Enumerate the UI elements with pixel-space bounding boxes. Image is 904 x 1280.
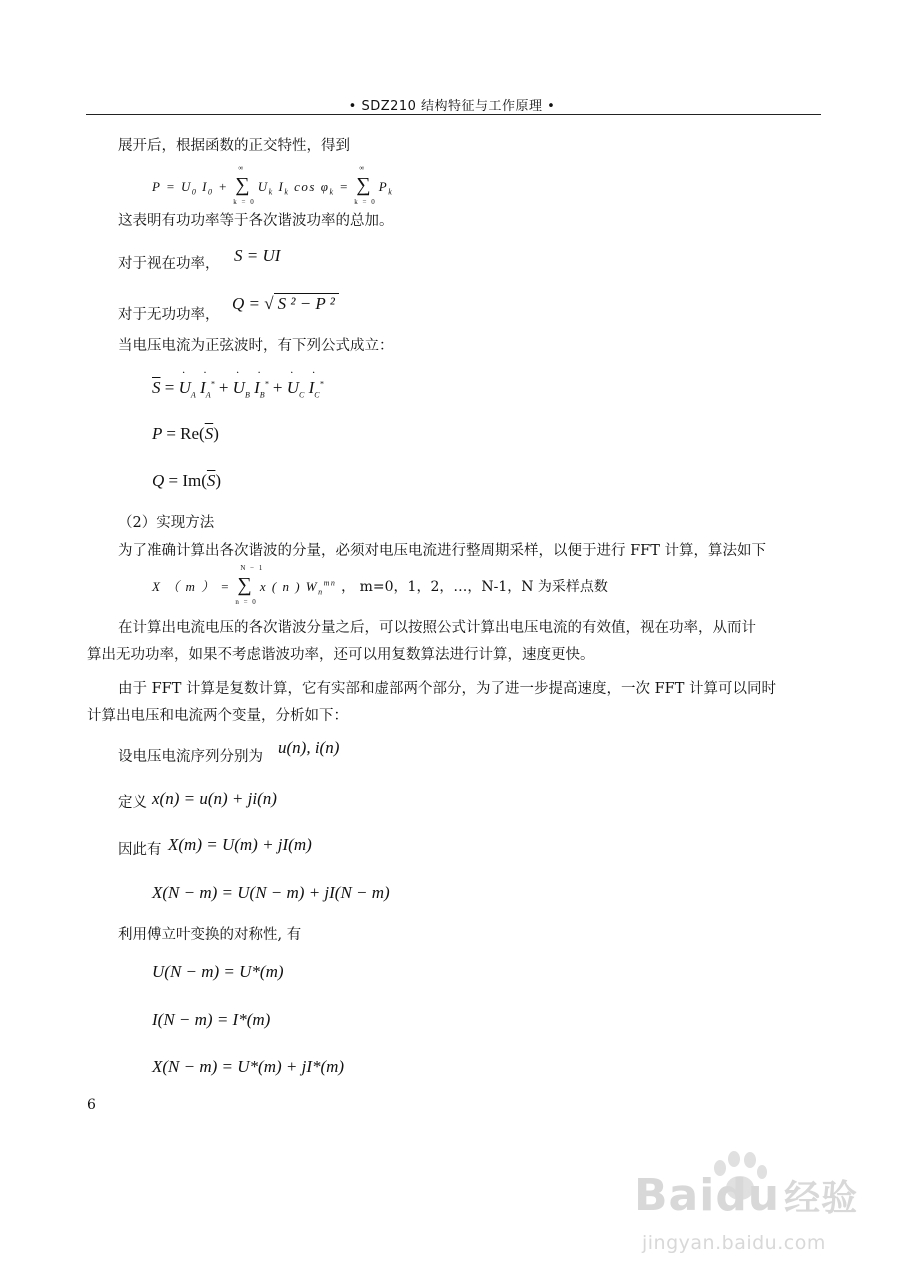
eq-sbar-star-b: * [264,379,269,389]
eq-p-uk: U [257,179,269,194]
eq-p-uk-sub: k [268,187,274,197]
sum-symbol-fft: ∑ N − 1 n = 0 [235,564,264,606]
eq-p-u0: U [181,179,192,194]
eq-p-phi: φ [320,179,330,194]
eq-x-w-sup: mn [323,578,337,588]
eq-p-i0: I [202,179,208,194]
watermark-brand: Bai [634,1170,716,1221]
equation-reactive-power [232,293,339,314]
eq-p-equals: = [165,179,177,194]
eq-sbar-ua: · U [179,378,191,397]
eq-p-i0-sub: 0 [207,187,214,197]
eq-p-ik: I [278,179,285,194]
eq-sbar-ia-sub: A [205,390,211,400]
paragraph-symmetry: 利用傅立叶变换的对称性, 有 [118,927,302,943]
eq-p-cos: cos [294,179,316,194]
equation-imag-part [152,471,221,491]
eq-pre-rhs: = Re( [166,424,205,443]
eq-sbar-plus-2: + [272,378,283,397]
eq-sbar-star-a: * [210,379,215,389]
label-reactive-power: 对于无功功率， [118,307,220,323]
eq-sbar-ub: · U [233,378,245,397]
eq-x-w-sub: n [318,587,324,597]
sum2-top-limit: ∞ [359,164,366,172]
eq-qim-rhs: = Im( [168,471,207,490]
paragraph-fft-1: 由于 FFT 计算是复数计算，它有实部和虚部两个部分，为了进一步提高速度，一次 FFT 计算可以同时 [118,681,777,697]
page-header: • SDZ210 结构特征与工作原理 • [348,99,556,114]
math-sequences: u(n), i(n) [278,738,340,757]
eq-q-radicand: S ² − P ² [274,293,339,314]
eq-p-equals-2: = [339,179,350,194]
eq-p-lhs: P [152,179,162,194]
eq-sbar-ia: · I [200,378,206,397]
page-number: 6 [87,1097,96,1113]
paragraph-sum-note: 这表明有功功率等于各次谐波功率的总加。 [118,213,394,229]
eq-sbar-ib-sub: B [259,390,265,400]
eq-qim-s: $\overline{S}$ [206,471,216,490]
equation-apparent-power: S = UI [234,246,281,265]
fft-sum-bottom: n = 0 [235,598,258,606]
eq-pre-s: $\overline{S}$ [204,424,214,443]
eq-sbar-ua-sub: A [190,390,196,400]
eq-p-pk: P [378,179,389,194]
math-therefore: X(m) = U(m) + jI(m) [168,835,312,854]
eq-sbar-uc-sub: C [299,390,305,400]
eq-p-ik-sub: k [284,187,290,197]
eq-pre-lhs: P [152,424,163,443]
label-therefore: 因此有 [118,842,162,858]
equation-x-conj: X(N − m) = U*(m) + jI*(m) [152,1057,345,1076]
eq-sbar-uc: · U [287,378,299,397]
equation-i-conj: I(N − m) = I*(m) [152,1010,271,1029]
math-define: x(n) = u(n) + ji(n) [152,789,277,808]
eq-sbar-ic: · I [309,378,315,397]
eq-p-u0-sub: 0 [191,187,198,197]
eq-x-rhs: x ( n ) W [259,579,319,594]
sqrt-sign: √ [264,294,274,313]
watermark-url: jingyan.baidu.com [642,1232,826,1254]
paragraph-sinusoidal: 当电压电流为正弦波时，有下列公式成立： [118,338,394,354]
paragraph-intro: 展开后，根据函数的正交特性，得到 [118,138,350,154]
paragraph-sampling: 为了准确计算出各次谐波的分量，必须对电压电流进行整周期采样，以便于进行 FFT 计算，算法如下 [118,543,767,559]
label-define: 定义 [118,795,147,811]
equation-x-n-minus-m: X(N − m) = U(N − m) + jI(N − m) [152,883,390,902]
watermark-cn: 经验 [784,1178,859,1219]
eq-p-pk-sub: k [388,187,394,197]
eq-qim-lhs: Q [152,471,165,490]
eq-p-plus: + [218,179,229,194]
eq-sbar-star-c: * [319,379,324,389]
equation-real-part [152,424,219,444]
label-sequences: 设电压电流序列分别为 [118,749,263,765]
sum-symbol: ∑ ∞ k = 0 [233,164,256,206]
label-apparent-power: 对于视在功率， [118,256,220,272]
fft-sum-top: N − 1 [240,564,264,572]
header-rule [86,114,821,115]
eq-sbar-s: $\overline{S}$ [152,378,161,397]
eq-p-phi-sub: k [329,187,335,197]
section-heading: （2）实现方法 [118,515,215,531]
equation-fft [152,564,608,606]
equation-u-conj: U(N − m) = U*(m) [152,962,284,981]
eq-sbar-equals: = [164,378,175,397]
eq-sbar-plus-1: + [218,378,229,397]
eq-x-tail: ， m=0，1，2，…，N-1，N 为采样点数 [341,579,608,595]
eq-sbar-ib: · I [254,378,260,397]
sum-bottom-limit: k = 0 [233,198,256,206]
eq-q-lhs: Q = [232,294,260,313]
equation-active-power [152,164,394,206]
paragraph-harmonics-2: 算出无功功率，如果不考虑谐波功率，还可以用复数算法进行计算，速度更快。 [87,647,595,663]
eq-x-lhs: X （ m ） = [152,579,231,594]
eq-pre-close: ) [213,424,219,443]
eq-qim-close: ) [215,471,222,490]
watermark-brand-2: du [715,1170,781,1221]
eq-sbar-ic-sub: C [314,390,320,400]
sum-symbol-2: ∑ ∞ k = 0 [354,164,377,206]
sum-top-limit: ∞ [238,164,245,172]
baidu-watermark [632,1150,862,1260]
paragraph-harmonics-1: 在计算出电流电压的各次谐波分量之后，可以按照公式计算出电压电流的有效值，视在功率，从而计 [118,620,756,636]
paragraph-fft-2: 计算出电压和电流两个变量，分析如下： [87,708,348,724]
eq-sbar-ub-sub: B [244,390,250,400]
equation-complex-power [152,378,324,399]
sum2-bottom-limit: k = 0 [354,198,377,206]
